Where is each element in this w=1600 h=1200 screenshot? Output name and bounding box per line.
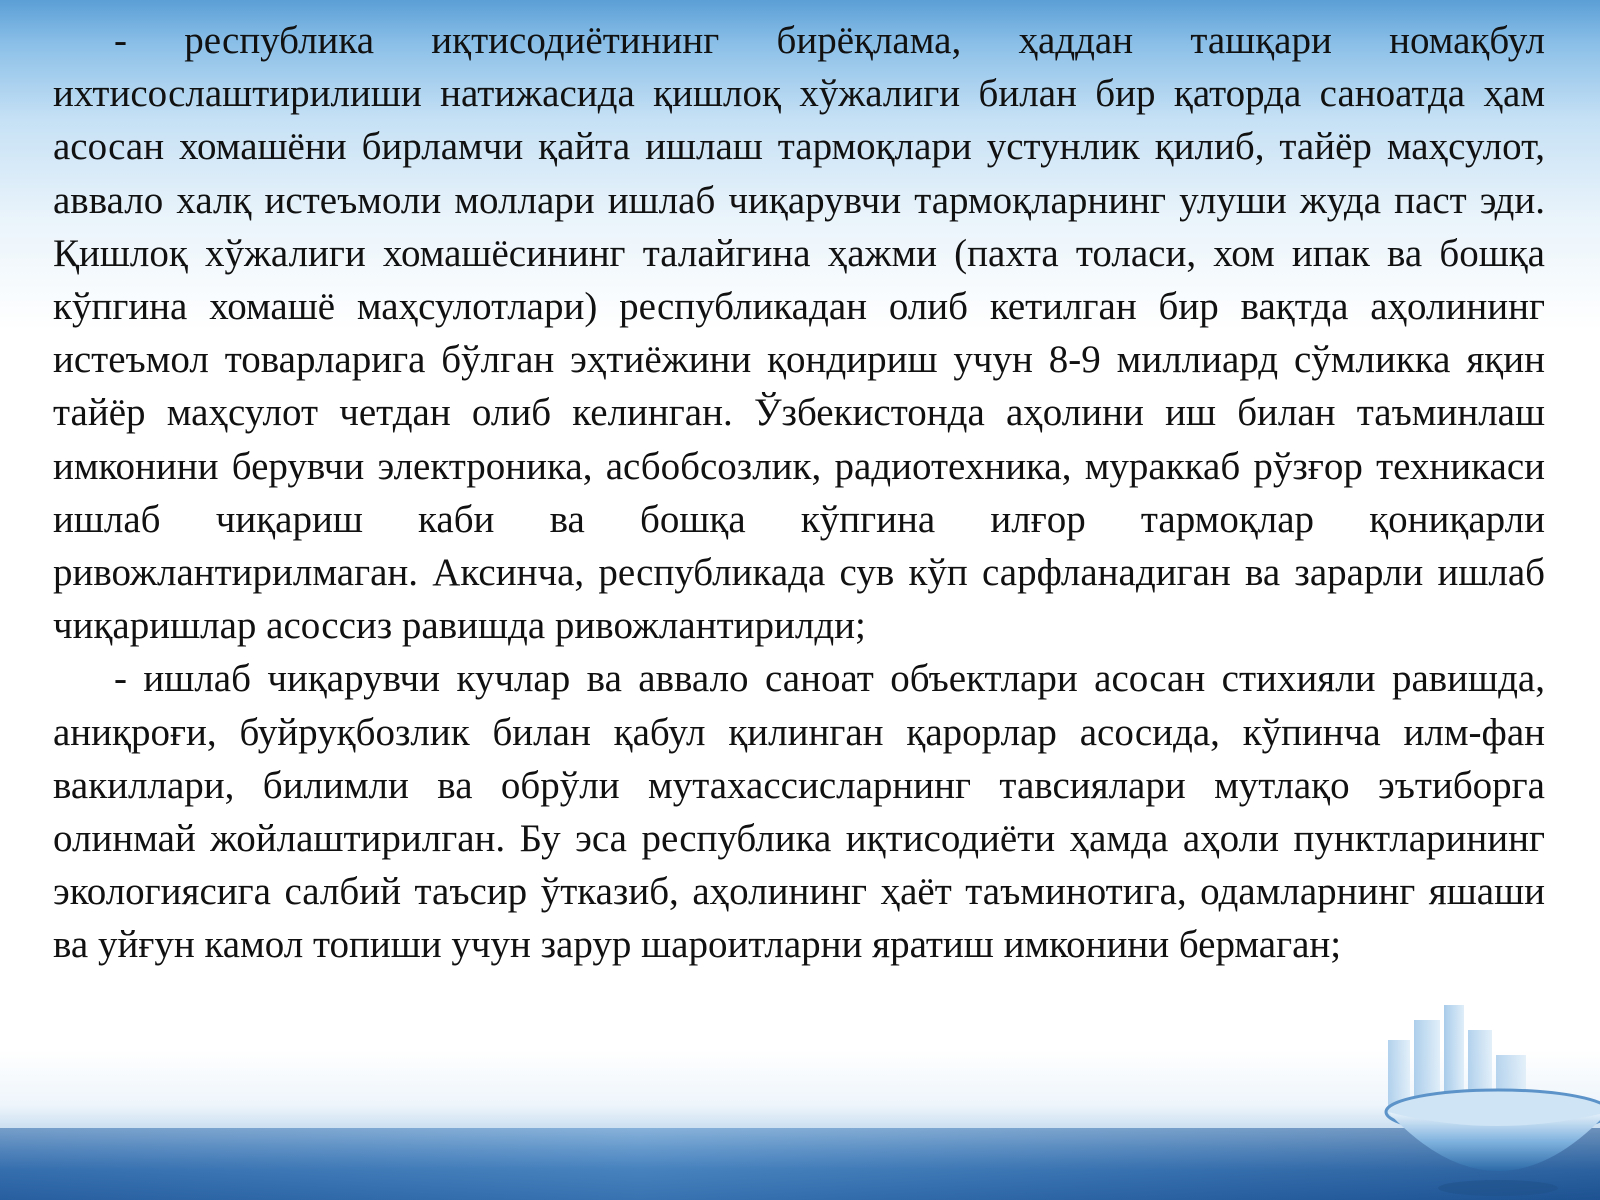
paragraph-2: - ишлаб чиқарувчи кучлар ва аввало саноат объектлари асосан стихияли равишда, аниқроғи, буйруқбозлик билан қабул қилинган қарорлар асосида, кўпинча илм-фан вакиллари, билимли ва обрўли мутахассисларнинг тавсиялари мутлақо эътиборга олинмай жойлаштирилган. Бу эса республика иқтисодиёти ҳамда аҳоли пунктларининг экологиясига салбий таъсир ўтказиб, аҳолининг ҳаёт таъминотига, одамларнинг яшаши ва уйғун камол топиши учун зарур шароитларни яратиш имконини бермаган;	[53, 657, 1545, 967]
bottom-decor-band	[0, 1128, 1600, 1200]
body-text	[53, 14, 1545, 972]
paragraph-1: - республика иқтисодиётининг бирёқлама, ҳаддан ташқари номақбул ихтисослаштирилиши натижасида қишлоқ хўжалиги билан бир қаторда саноатда ҳам асосан хомашёни бирламчи қайта ишлаш тармоқлари устунлик қилиб, тайёр маҳсулот, аввало халқ истеъмоли моллари ишлаб чиқарувчи тармоқларнинг улуши жуда паст эди. Қишлоқ хўжалиги хомашёсининг талайгина ҳажми (пахта толаси, хом ипак ва бошқа кўпгина хомашё маҳсулотлари) республикадан олиб кетилган бир вақтда аҳолининг истеъмол товарларига бўлган эҳтиёжини қондириш учун 8-9 миллиард сўмликка яқин тайёр маҳсулот четдан олиб келинган. Ўзбекистонда аҳолини иш билан таъминлаш имконини берувчи электроника, асбобсозлик, радиотехника, мураккаб рўзғор техникаси ишлаб чиқариш каби ва бошқа кўпгина илғор тармоқлар қониқарли ривожлантирилмаган. Аксинча, республикада сув кўп сарфланадиган ва зарарли ишлаб чиқаришлар асоссиз равишда ривожлантирилди;	[53, 19, 1545, 648]
city-bowl-decoration	[1378, 1000, 1600, 1200]
